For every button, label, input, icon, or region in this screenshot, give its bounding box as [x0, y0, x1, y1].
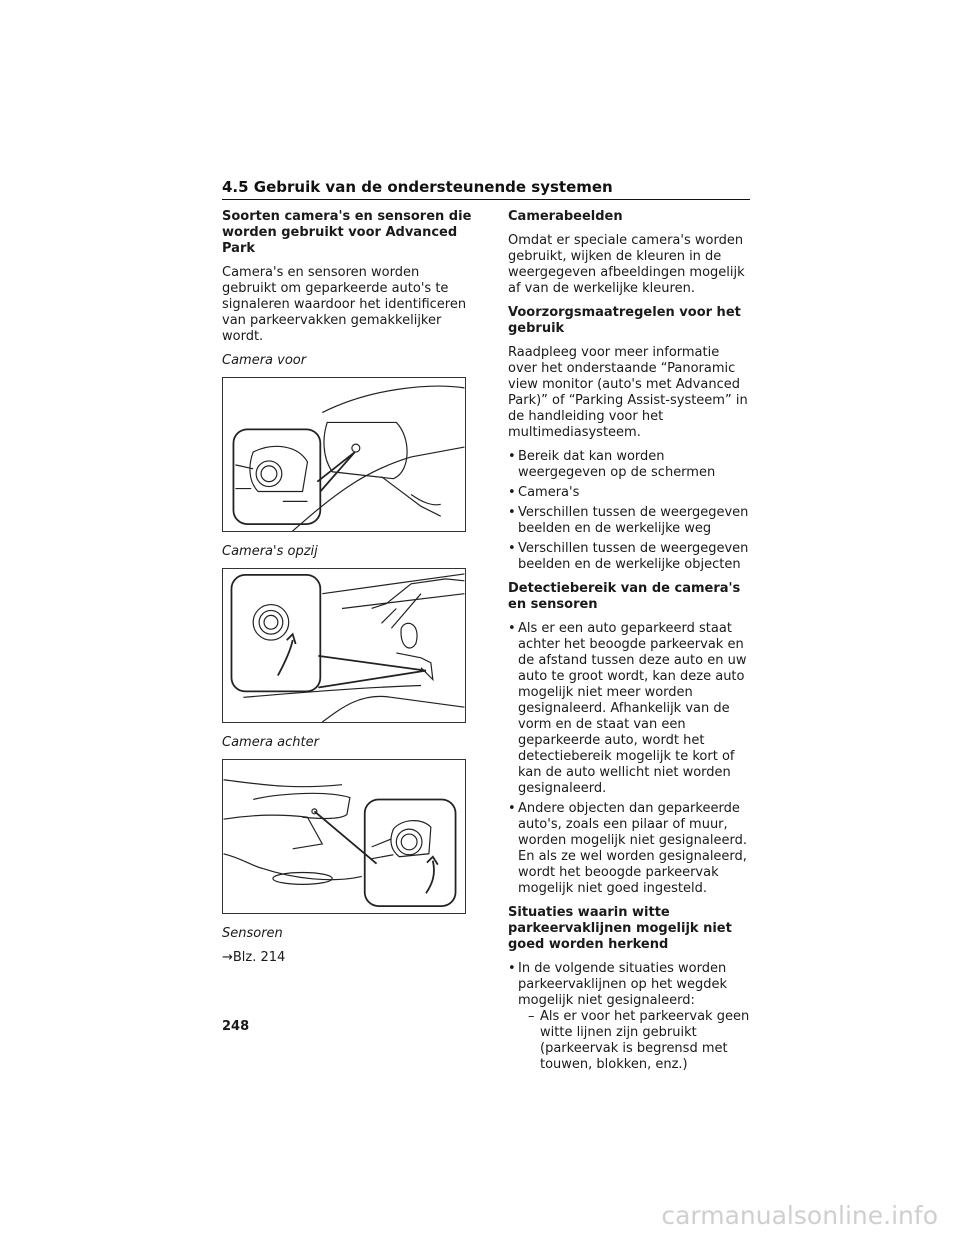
camera-images-text: Omdat er speciale camera's worden gebruikt, wijken de kleuren in de weergegeven afbeeldingen mogelijk af van de werkelijke kleuren. — [508, 233, 745, 296]
front-camera-illustration — [222, 377, 466, 532]
page-number: 248 — [222, 1019, 250, 1034]
list-item — [508, 961, 752, 1073]
heading-detection-range: Detectiebereik van de camera's en sensoren — [508, 581, 741, 612]
heading-camera-images: Camerabeelden — [508, 209, 623, 224]
list-item: • Verschillen tussen de weergegeven beelden en de werkelijke objecten — [508, 541, 752, 573]
list-item: • Andere objecten dan geparkeerde auto's, zoals een pilaar of muur, worden mogelijk niet gesignaleerd. En als ze wel worden gesignaleerd, wordt het beoogde parkeervak mogelijk niet goed ingesteld. — [508, 801, 752, 897]
heading-camera-types: Soorten camera's en sensoren die worden gebruikt voor Advanced Park — [222, 209, 472, 256]
left-column — [222, 209, 472, 974]
side-camera-illustration — [222, 568, 466, 723]
sub-list-item: – Als er voor het parkeervak geen witte lijnen zijn gebruikt (parkeervak is begrensd met touwen, blokken, enz.) — [528, 1009, 752, 1073]
sensors-page-reference[interactable]: →Blz. 214 — [222, 950, 286, 965]
intro-text: Camera's en sensoren worden gebruikt om geparkeerde auto's te signaleren waardoor het identificeren van parkeervakken gemakkelijker wordt. — [222, 265, 467, 344]
heading-precautions: Voorzorgsmaatregelen voor het gebruik — [508, 305, 741, 336]
precautions-text: Raadpleeg voor meer informatie over het onderstaande “Panoramic view monitor (auto's met Advanced Park)” of “Parking Assist-systeem” in de handleiding voor het multimediasysteem. — [508, 345, 748, 440]
heading-white-lines: Situaties waarin witte parkeervaklijnen mogelijk niet goed worden herkend — [508, 905, 732, 952]
list-item: • Als er een auto geparkeerd staat achter het beoogde parkeervak en de afstand tussen deze auto en uw auto te groot wordt, kan deze auto mogelijk niet meer worden gesignaleerd. Afhankelijk van de vorm en de staat van een geparkeerde auto, wordt het detectiebereik mogelijk te kort of kan de auto wellicht niet worden gesignaleerd. — [508, 621, 752, 797]
header-divider — [222, 199, 750, 200]
watermark: carmanualsonline.info — [661, 1201, 938, 1230]
section-title: 4.5 Gebruik van de ondersteunende systemen — [222, 178, 613, 196]
rear-camera-illustration — [222, 759, 466, 914]
caption-front-camera: Camera voor — [222, 353, 307, 368]
caption-rear-camera: Camera achter — [222, 735, 319, 750]
caption-side-cameras: Camera's opzij — [222, 544, 318, 559]
white-lines-list — [508, 961, 752, 1073]
detection-range-list — [508, 621, 752, 897]
sub-list — [518, 1009, 752, 1073]
precautions-list — [508, 449, 752, 573]
list-item: • Camera's — [508, 485, 752, 501]
list-item: • Verschillen tussen de weergegeven beelden en de werkelijke weg — [508, 505, 752, 537]
list-item-text: In de volgende situaties worden parkeervaklijnen op het wegdek mogelijk niet gesignaleerd: — [518, 961, 728, 1008]
caption-sensors: Sensoren — [222, 926, 283, 941]
right-column — [508, 209, 752, 1081]
list-item: • Bereik dat kan worden weergegeven op de schermen — [508, 449, 752, 481]
